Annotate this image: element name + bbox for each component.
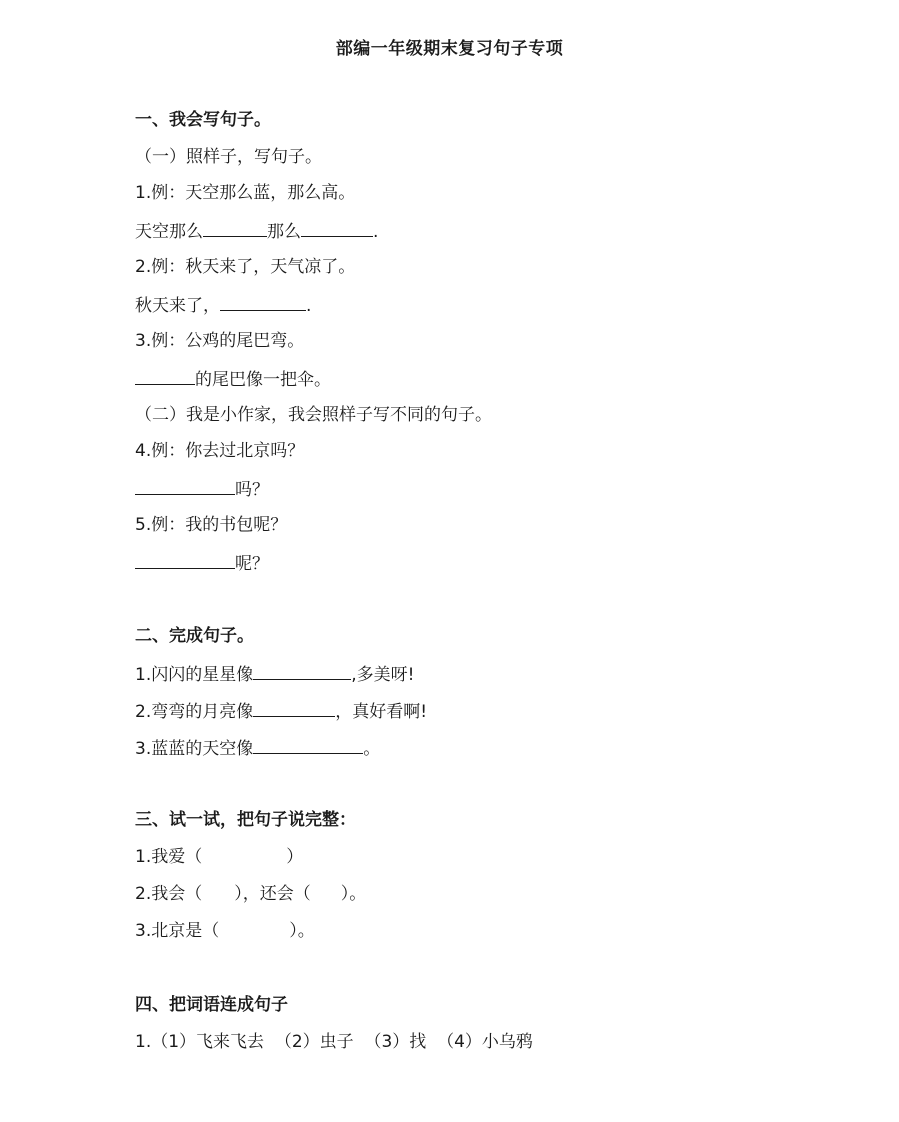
q4-example: 4.例：你去过北京吗？ xyxy=(135,441,305,461)
s3-q3-text-a: 3.北京是（ xyxy=(135,921,220,941)
q3-answer-line xyxy=(135,366,331,392)
section1-sub2: （二）我是小作家，我会照样子写不同的句子。 xyxy=(135,405,492,425)
s2-q3-blank[interactable] xyxy=(253,735,363,754)
q5-example: 5.例：我的书包呢？ xyxy=(135,515,288,535)
q2-answer-line xyxy=(135,292,311,318)
s2-q3-text-b: 。 xyxy=(363,739,381,759)
q3-text: 的尾巴像一把伞。 xyxy=(195,370,331,390)
q1-answer-line xyxy=(135,218,378,244)
q1-example: 1.例：天空那么蓝，那么高。 xyxy=(135,183,356,203)
q5-blank[interactable] xyxy=(135,550,235,569)
q4-blank[interactable] xyxy=(135,476,235,495)
section2-heading: 二、完成句子。 xyxy=(135,626,254,646)
s3-q3-line xyxy=(135,919,315,943)
q1-text-a: 天空那么 xyxy=(135,222,203,242)
s3-q3-text-b: ）。 xyxy=(289,921,315,941)
s3-q2-text-a: 2.我会（ xyxy=(135,884,203,904)
section1-sub1: （一）照样子，写句子。 xyxy=(135,147,322,167)
s2-q2-text-b: ，真好看啊! xyxy=(335,702,428,722)
s3-q1-line xyxy=(135,845,303,869)
s3-q2-line xyxy=(135,882,366,906)
s2-q1-line xyxy=(135,661,414,687)
section1-heading: 一、我会写句子。 xyxy=(135,110,271,130)
s2-q3-text-a: 3.蓝蓝的天空像 xyxy=(135,739,254,759)
s2-q2-blank[interactable] xyxy=(253,698,335,717)
q3-example: 3.例：公鸡的尾巴弯。 xyxy=(135,331,305,351)
q1-text-b: 那么 xyxy=(267,222,301,242)
s2-q3-line xyxy=(135,735,380,761)
q1-blank-1[interactable] xyxy=(203,218,267,237)
s2-q2-line xyxy=(135,698,427,724)
s2-q1-text-a: 1.闪闪的星星像 xyxy=(135,665,254,685)
s2-q1-blank[interactable] xyxy=(253,661,351,680)
q2-text-a: 秋天来了， xyxy=(135,296,220,316)
q2-blank[interactable] xyxy=(220,292,306,311)
q5-text: 呢？ xyxy=(235,554,269,574)
q2-example: 2.例：秋天来了，天气凉了。 xyxy=(135,257,356,277)
q3-blank[interactable] xyxy=(135,366,195,385)
q5-answer-line xyxy=(135,550,269,576)
q4-answer-line xyxy=(135,476,269,502)
q1-end: . xyxy=(373,222,379,242)
s4-q1-line: 1.（1）飞来飞去 （2）虫子 （3）找 （4）小乌鸦 xyxy=(135,1032,533,1052)
q4-text: 吗？ xyxy=(235,480,269,500)
section4-heading: 四、把词语连成句子 xyxy=(135,995,288,1015)
section3-heading: 三、试一试，把句子说完整： xyxy=(135,810,356,830)
q2-end: . xyxy=(306,296,312,316)
page-title: 部编一年级期末复习句子专项 xyxy=(335,39,564,59)
q1-blank-2[interactable] xyxy=(301,218,373,237)
s3-q1-text-a: 1.我爱（ xyxy=(135,847,203,867)
s3-q1-text-b: ） xyxy=(286,847,304,867)
s2-q2-text-a: 2.弯弯的月亮像 xyxy=(135,702,254,722)
s3-q2-text-c: ）。 xyxy=(340,884,367,904)
s3-q2-text-b: ），还会（ xyxy=(234,884,311,904)
s2-q1-text-b: ,多美呀! xyxy=(351,665,415,685)
